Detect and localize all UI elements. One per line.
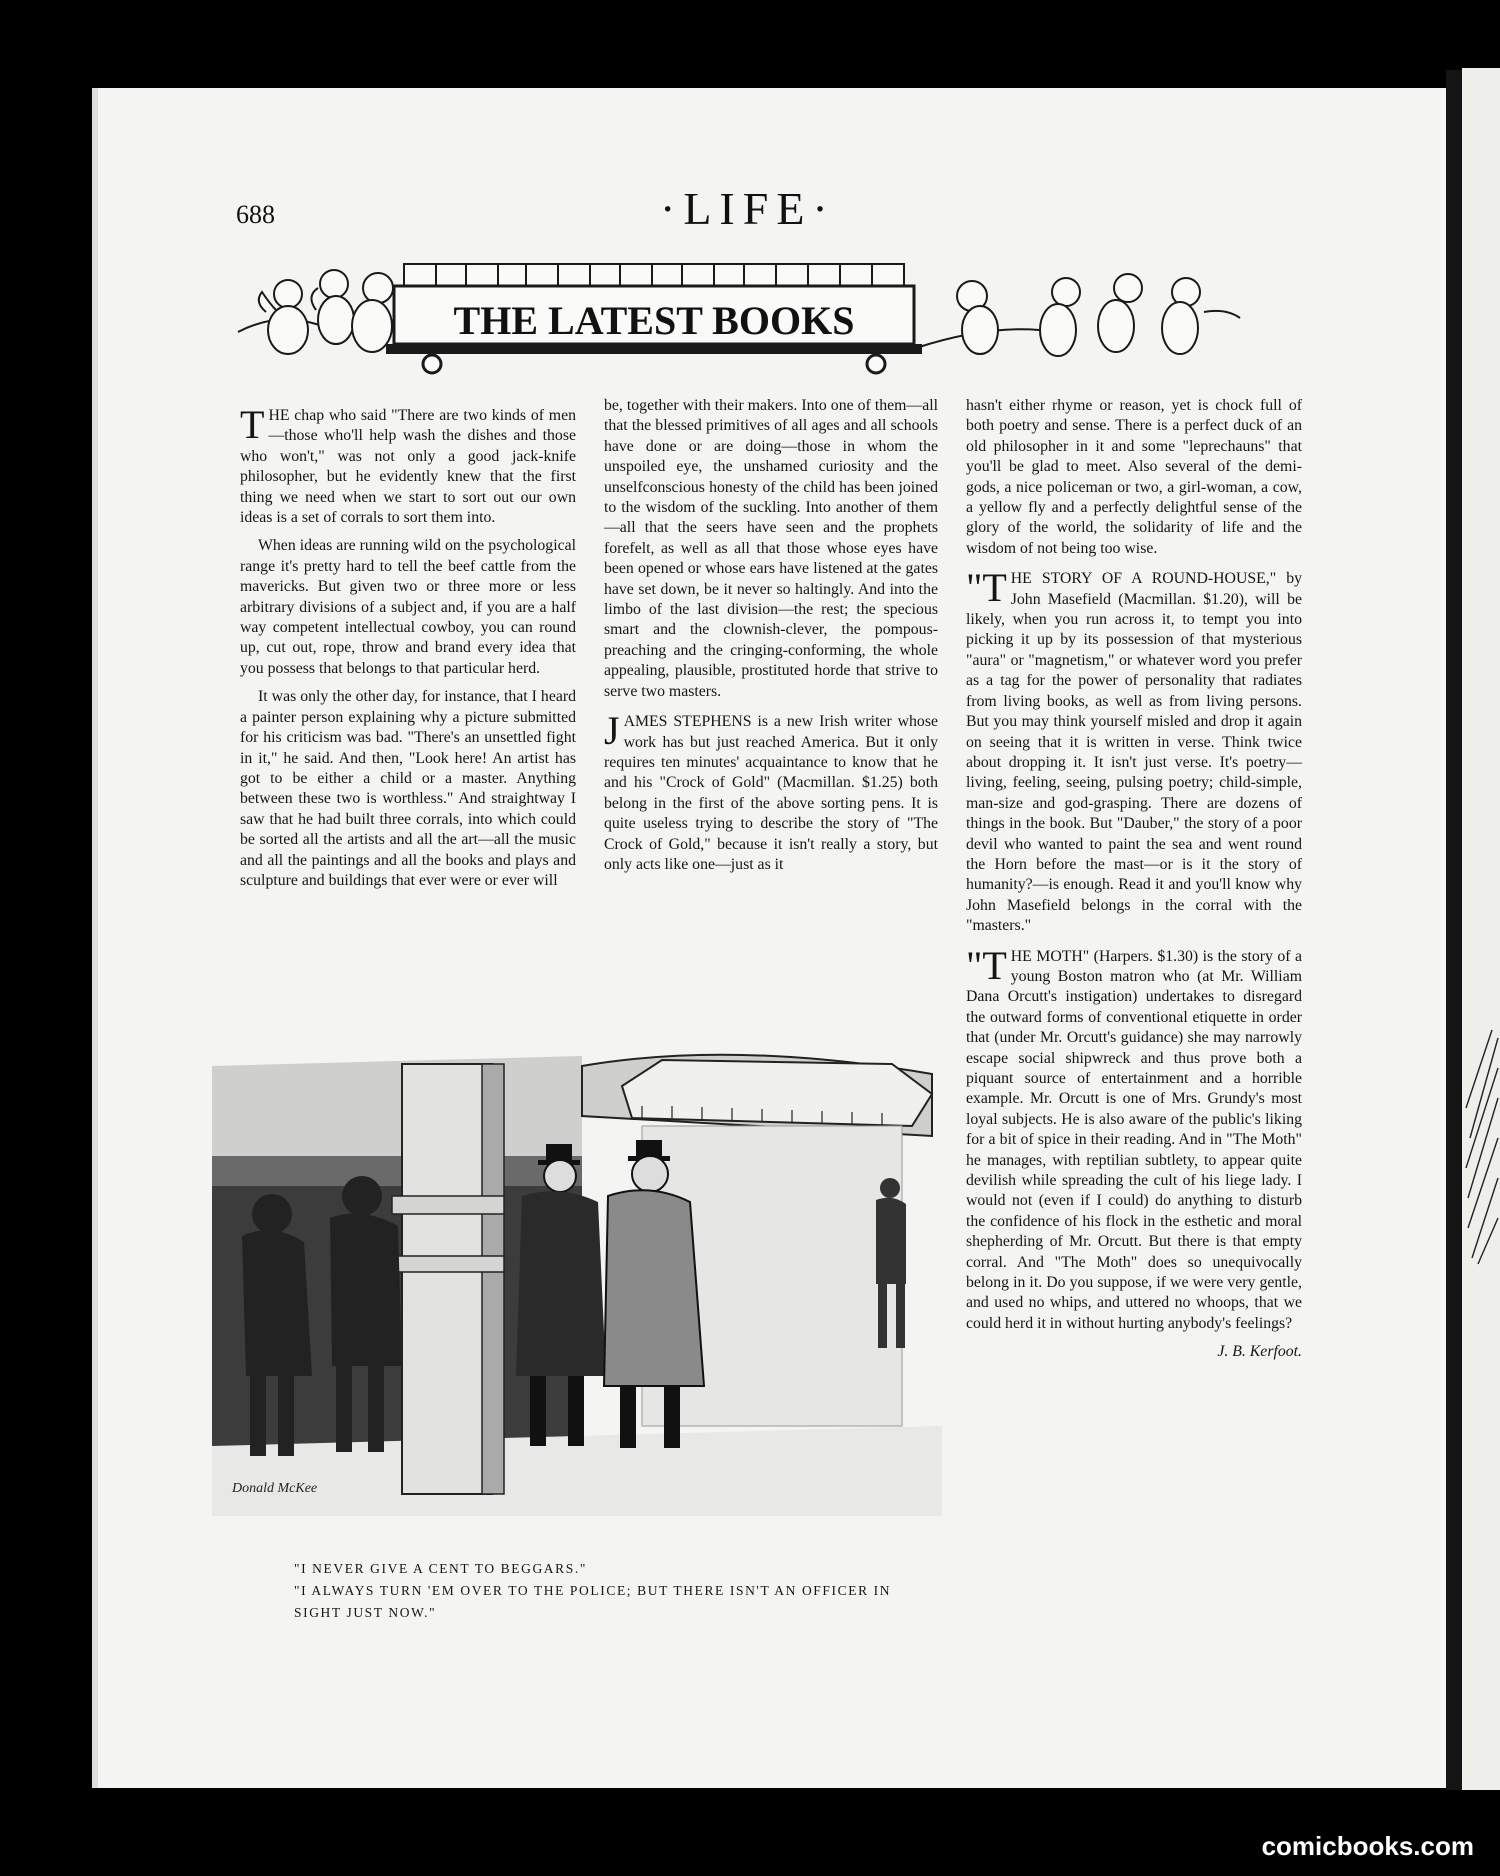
artist-signature: Donald McKee xyxy=(232,1481,318,1496)
paragraph: THE chap who said "There are two kinds of men—those who'll help wash the dishes and those who won't," was not only a good jack-knife philosopher, but he evidently knew that the first thing we need when we start to sort out our own ideas is a set of corrals to sort them into. xyxy=(240,402,576,527)
masthead: ·LIFE· xyxy=(660,183,836,234)
watermark: comicbooks.com xyxy=(1261,1831,1474,1861)
section-title: THE LATEST BOOKS xyxy=(453,298,855,343)
article-column-1 xyxy=(240,396,576,899)
caption-line: "I NEVER GIVE A CENT TO BEGGARS." xyxy=(294,1561,587,1576)
paragraph: When ideas are running wild on the psychological range it's pretty hard to tell the beef cattle from the mavericks. But given two or three more or less arbitrary divisions of a subject and, if you are a half way competent intellectual cowboy, you can round up, cut out, rope, throw and brand every idea that you possess that belongs to that particular herd. xyxy=(240,537,576,677)
right-cherubs-illustration xyxy=(916,274,1240,356)
paragraph: hasn't either rhyme or reason, yet is chock full of both poetry and sense. There is a perfect duck of an old philosopher in it and some "leprechauns" that you'll be glad to meet. Also several of the demi-gods, a nice policeman or two, a girl-woman, a cow, a yellow fly and a perfectly delightful sense of the glory of the world, the solidarity of life and the wisdom of not being too wise. xyxy=(966,397,1302,557)
cartoon-illustration xyxy=(212,1046,942,1516)
facing-page-hatching xyxy=(1462,1028,1500,1268)
section-banner xyxy=(236,252,1296,382)
page-number: 688 xyxy=(236,200,275,229)
author-signature: J. B. Kerfoot. xyxy=(1217,1343,1302,1361)
facing-page-edge xyxy=(1462,68,1500,1790)
article-column-2 xyxy=(604,396,938,883)
paragraph: "THE MOTH" (Harpers. $1.30) is the story of a young Boston matron who (at Mr. William Dana Orcutt's instigation) undertakes to disregard the outward forms of conventional etiquette in order that (under Mr. Orcutt's guidance) she may narrowly escape social shipwreck and thus prove both a piquant source of entertainment and a horrible example. Mr. Orcutt is one of Mrs. Grundy's most loyal subjects. He is also aware of the public's liking for a bit of spice in their reading. And in "The Moth" he manages, with reptilian subtlety, to appear quite devilish while spreading the cult of his liege lady. I would not (even if I could) do anything to disturb the confidence of his flock in the esthetic and moral shepherding of Mr. Orcutt. But there is that empty corral. And "The Moth" does so unequivocally belong in it. Do you suppose, if we were very gentle, and used no whips, and uttered no whoops, that we could herd it in without hurting anybody's feelings? xyxy=(966,942,1302,1332)
article-column-3 xyxy=(966,396,1302,1363)
pillar xyxy=(392,1064,504,1494)
book-spine xyxy=(1446,70,1462,1790)
cartoon-caption xyxy=(294,1558,934,1624)
left-cherubs-illustration xyxy=(238,270,396,354)
paragraph: JAMES STEPHENS is a new Irish writer whose work has but just reached America. But it only requires ten minutes' acquaintance to know that he and his "Crock of Gold" (Macmillan. $1.25) both belong in the first of the above sorting pens. It is quite useless trying to describe the story of "The Crock of Gold," because it isn't really a story, but only acts like one—just as it xyxy=(604,708,938,873)
paragraph: "THE STORY OF A ROUND-HOUSE," by John Masefield (Macmillan. $1.20), will be likely, when you run across it, to tempt you into picking it up by its possession of that mysterious "aura" or "magnetism," or whatever word you prefer as a tag for the power of personality that radiates from living books, as well as from living persons. But you may think yourself misled and drop it again on seeing that it is written in verse. Think twice about dropping it. It isn't just verse. It's poetry—living, feeling, seeing, pulsing poetry; child-simple, man-size and god-grasping. There are dozens of things in the book. But "Dauber," the story of a poor devil who wanted to paint the sea and went round the Horn before the mast—or is it the story of humanity?—is enough. Read it and you'll know why John Masefield belongs in the corral with the "masters." xyxy=(966,565,1302,935)
paragraph: It was only the other day, for instance, that I heard a painter person explaining why a picture submitted for his criticism was bad. "There's an unsettled fight in it," he said. And then, "Look here! An artist has got to be either a child or a master. Anything between these two is worthless." And straightway I saw that he had built three corrals, into which could be sorted all the artists and all the art—all the music and all the paintings and all the books and plays and sculpture and buildings that ever were or ever will xyxy=(240,688,576,889)
paragraph: be, together with their makers. Into one of them—all that the blessed primitives of all ages and all schools have done or are doing—those in whom the unspoiled eye, the unshamed curiosity and the unselfconscious honesty of the child has been joined to the wisdom of the suckling. Into another of them—all that the seers have seen and the prophets forefelt, as well as all that those whose eyes have been opened or whose ears have listened at the gates have set down, be it never so haltingly. And into the limbo of the last division—the rest; the specious smart and the clownish-clever, the pompous-preaching and the cringing-conforming, the whole appealing, plausible, prostituted horde that strive to serve two masters. xyxy=(604,397,938,700)
caption-line: "I ALWAYS TURN 'EM OVER TO THE POLICE; BUT THERE ISN'T AN OFFICER IN SIGHT JUST NOW." xyxy=(294,1583,892,1620)
